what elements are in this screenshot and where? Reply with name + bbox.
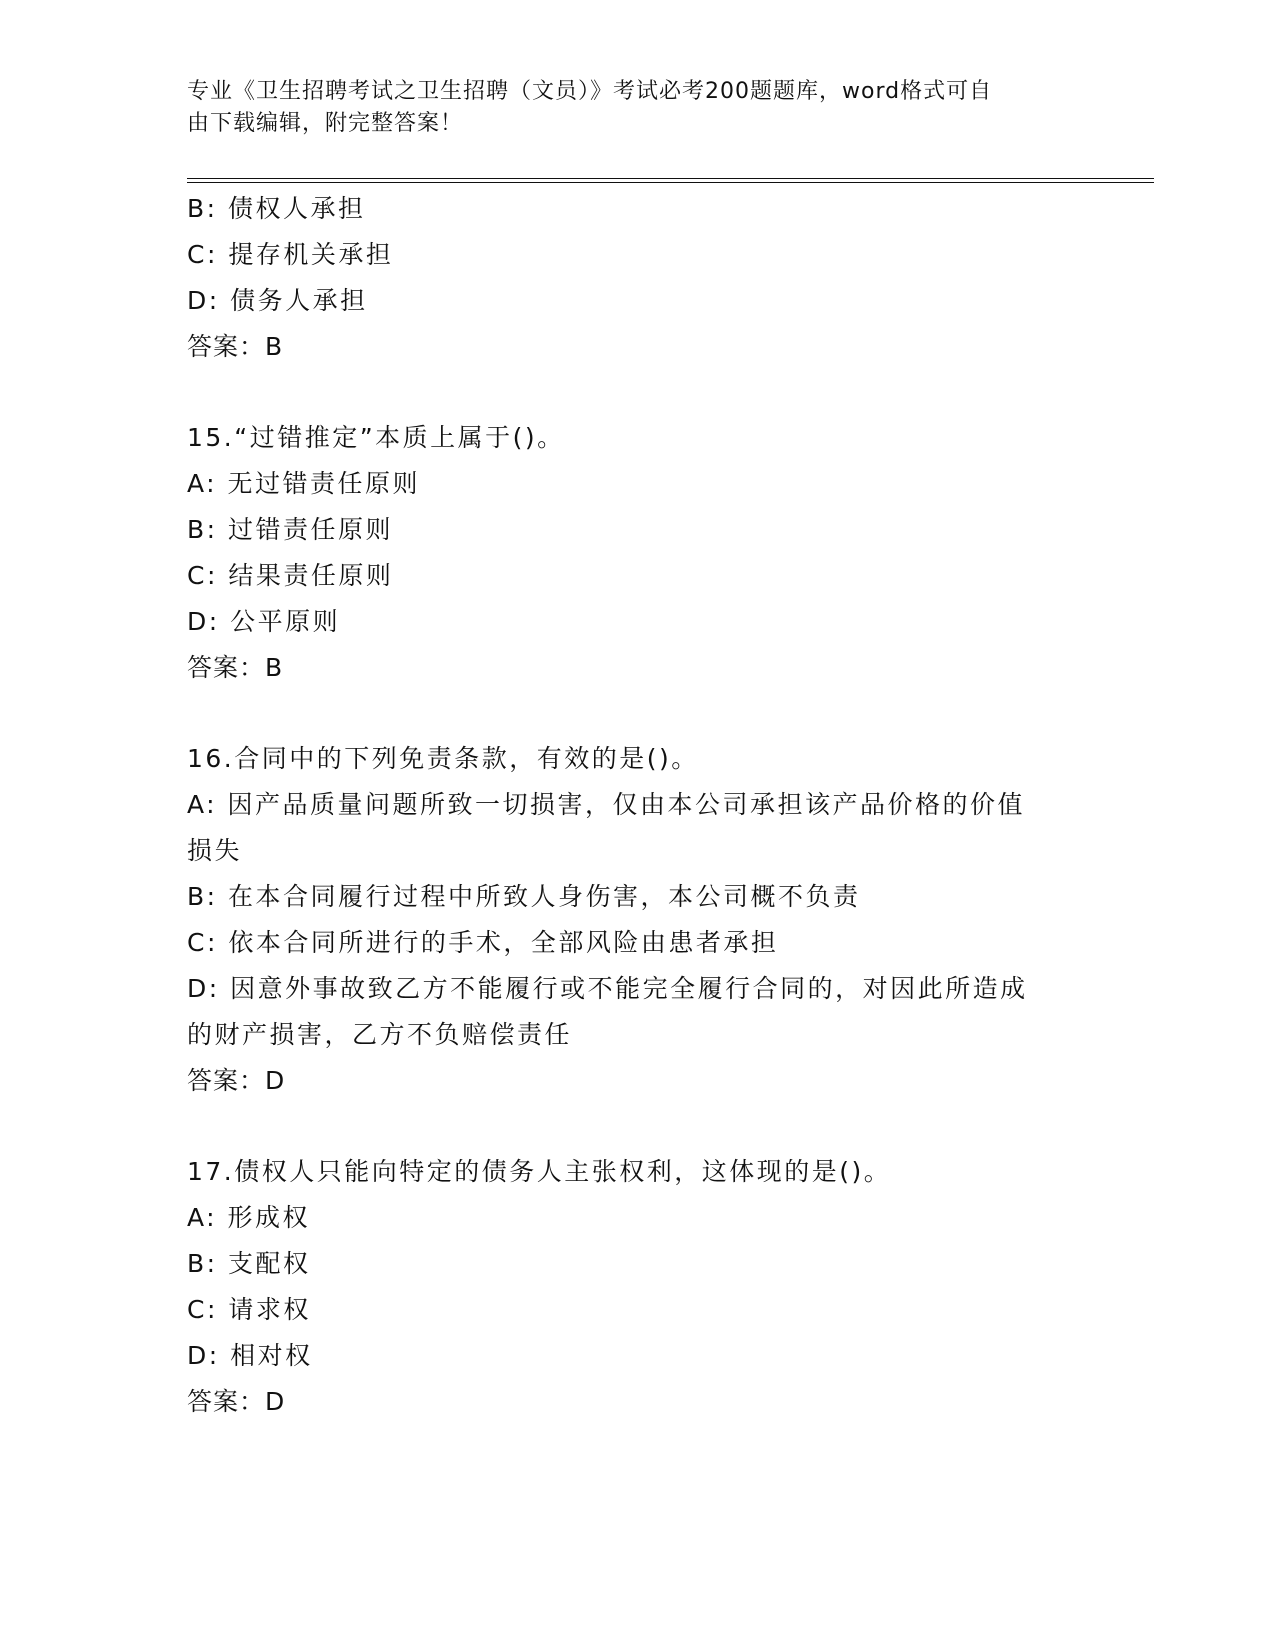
option-a-line-1: A: 因产品质量问题所致一切损害，仅由本公司承担该产品价格的价值 bbox=[187, 790, 1026, 819]
question-gap bbox=[187, 1104, 1087, 1149]
option-d-line-2: 的财产损害，乙方不负赔偿责任 bbox=[187, 1020, 573, 1049]
option-d: D: 公平原则 bbox=[187, 607, 341, 636]
question-gap bbox=[187, 691, 1087, 736]
header-rule-top bbox=[187, 178, 1154, 179]
question-17 bbox=[187, 1149, 1087, 1425]
header-line-1: 专业《卫生招聘考试之卫生招聘（文员）》考试必考200题题库，word格式可自 bbox=[187, 79, 993, 104]
question-gap bbox=[187, 370, 1087, 415]
question-15 bbox=[187, 415, 1087, 691]
question-14-tail bbox=[187, 186, 1087, 370]
option-d: D: 相对权 bbox=[187, 1341, 313, 1370]
header-line-2: 由下载编辑，附完整答案！ bbox=[187, 111, 464, 136]
question-list bbox=[187, 186, 1087, 1425]
answer-line: 答案：B bbox=[187, 332, 284, 361]
document-header bbox=[187, 76, 1067, 140]
option-c: C: 提存机关承担 bbox=[187, 240, 394, 269]
option-c: C: 依本合同所进行的手术，全部风险由患者承担 bbox=[187, 928, 779, 957]
header-rule-bottom bbox=[187, 182, 1154, 183]
question-stem: 17.债权人只能向特定的债务人主张权利，这体现的是()。 bbox=[187, 1157, 892, 1186]
option-b: B: 过错责任原则 bbox=[187, 515, 394, 544]
option-a: A: 形成权 bbox=[187, 1203, 311, 1232]
option-c: C: 请求权 bbox=[187, 1295, 311, 1324]
answer-line: 答案：D bbox=[187, 1066, 286, 1095]
option-b: B: 债权人承担 bbox=[187, 194, 366, 223]
question-16 bbox=[187, 736, 1087, 1104]
answer-line: 答案：D bbox=[187, 1387, 286, 1416]
question-stem: 15.“过错推定”本质上属于()。 bbox=[187, 423, 565, 452]
option-b: B: 支配权 bbox=[187, 1249, 311, 1278]
option-d: D: 债务人承担 bbox=[187, 286, 368, 315]
option-b: B: 在本合同履行过程中所致人身伤害，本公司概不负责 bbox=[187, 882, 861, 911]
option-c: C: 结果责任原则 bbox=[187, 561, 394, 590]
answer-line: 答案：B bbox=[187, 653, 284, 682]
question-stem: 16.合同中的下列免责条款，有效的是()。 bbox=[187, 744, 699, 773]
option-a-line-2: 损失 bbox=[187, 836, 243, 865]
option-d-line-1: D: 因意外事故致乙方不能履行或不能完全履行合同的，对因此所造成 bbox=[187, 974, 1028, 1003]
option-a: A: 无过错责任原则 bbox=[187, 469, 421, 498]
